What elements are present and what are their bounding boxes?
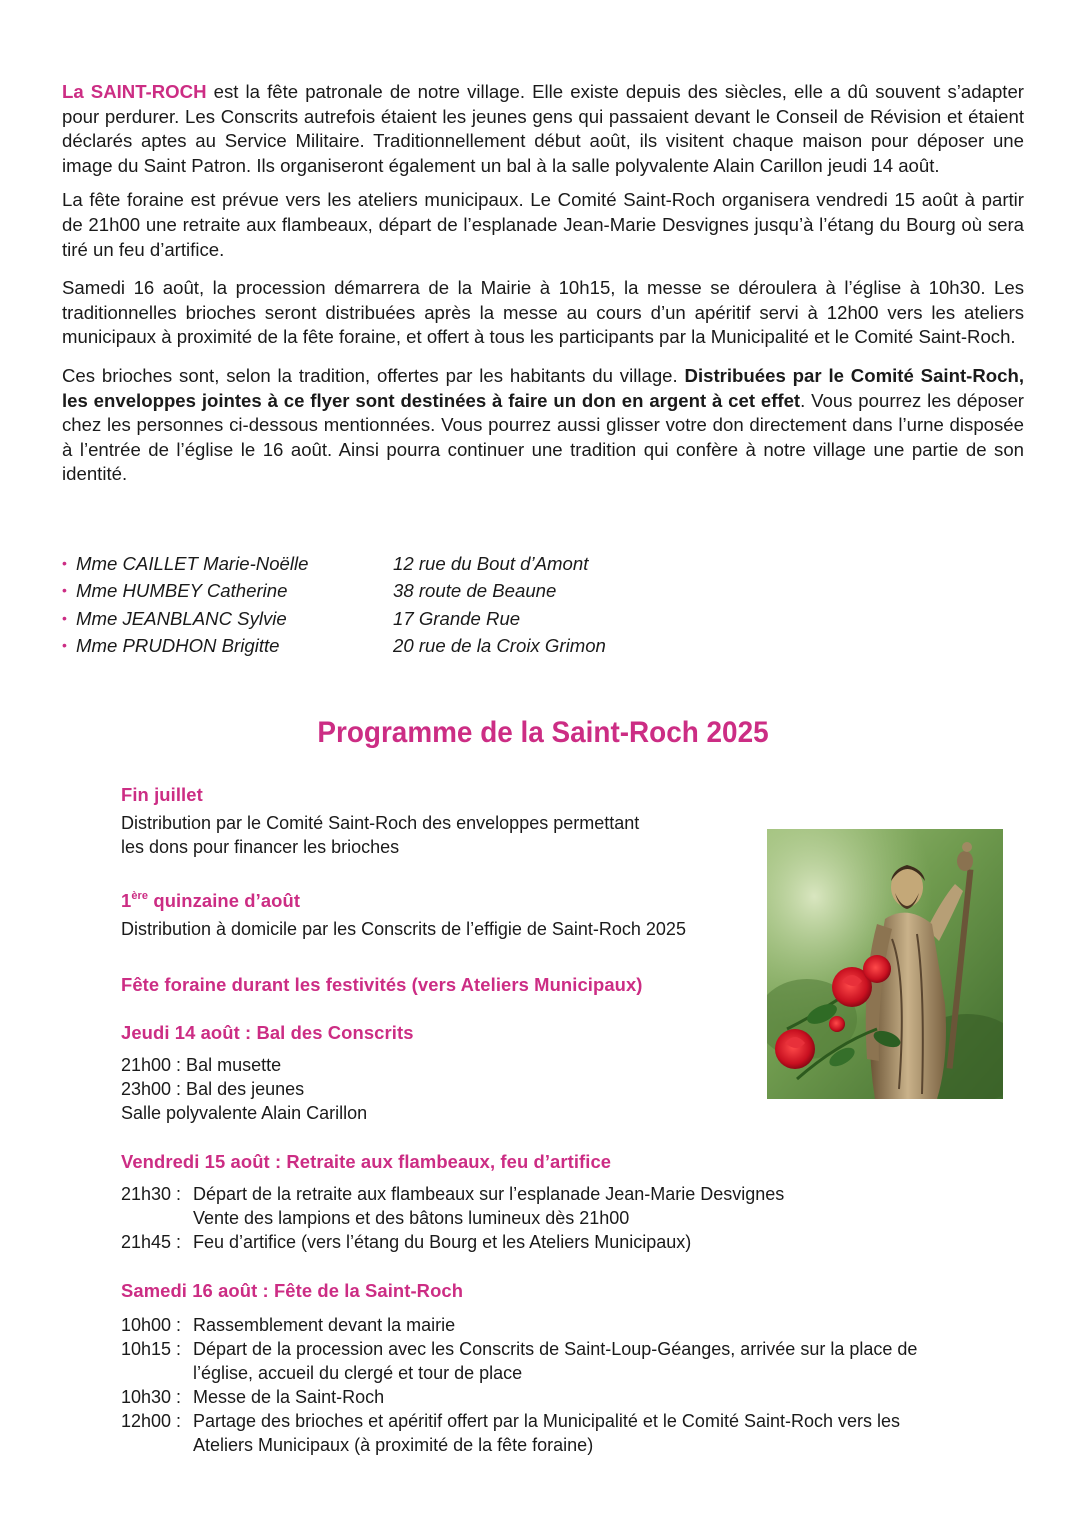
schedule-row xyxy=(121,1409,917,1433)
schedule-text: Ateliers Municipaux (à proximité de la fête foraine) xyxy=(193,1435,594,1455)
intro-paragraph-1 xyxy=(62,80,1024,178)
schedule-text: Feu d’artifice (vers l’étang du Bourg et les Ateliers Municipaux) xyxy=(193,1232,692,1252)
heading-superscript: ère xyxy=(131,890,149,902)
saint-roch-label: La SAINT-ROCH xyxy=(62,81,207,102)
section-line: 23h00 : Bal des jeunes xyxy=(121,1079,305,1099)
schedule-row xyxy=(121,1313,917,1337)
section-line: Salle polyvalente Alain Carillon xyxy=(121,1103,368,1123)
contact-item xyxy=(62,605,762,632)
contact-list xyxy=(62,550,762,660)
schedule-time: 10h00 : xyxy=(121,1315,182,1335)
section-jeudi xyxy=(121,1021,414,1125)
contact-name: Mme CAILLET Marie-Noëlle xyxy=(76,553,309,574)
schedule-row xyxy=(121,1385,917,1409)
intro-paragraph-4 xyxy=(62,364,1024,487)
contact-name: Mme PRUDHON Brigitte xyxy=(76,635,280,657)
section-line: Distribution à domicile par les Conscrits de l’effigie de Saint-Roch 2025 xyxy=(121,919,686,939)
bullet-icon: • xyxy=(62,637,67,654)
schedule-text: Départ de la procession avec les Conscrits de Saint-Loup-Géanges, arrivée sur la place de xyxy=(193,1339,918,1359)
contact-name: Mme HUMBEY Catherine xyxy=(76,580,288,602)
intro-paragraph-4-bold: Distribuées par le Comité Saint-Roch, les enveloppes jointes à ce flyer sont destinées à faire un don en argent à cet effet xyxy=(62,364,1024,411)
schedule-time: 10h15 : xyxy=(121,1339,182,1359)
section-heading: Fête foraine durant les festivités (vers Ateliers Municipaux) xyxy=(121,974,643,995)
contact-address: 17 Grande Rue xyxy=(393,607,521,629)
contact-item xyxy=(62,550,762,577)
contact-address: 12 rue du Bout d’Amont xyxy=(393,553,589,574)
intro-paragraph-3: Samedi 16 août, la procession démarrera de la Mairie à 10h15, la messe se déroulera à l’église à 10h30. Les traditionnelles brioches seront distribuées après la messe au cours d’un apéritif servi à 12h00 vers les ateliers municipaux à proximité de la fête foraine, et offert à tous les participants par la Municipalité et le Comité Saint-Roch. xyxy=(62,277,1024,348)
schedule-row xyxy=(121,1433,917,1457)
heading-rest: quinzaine d’août xyxy=(148,890,301,911)
schedule-row xyxy=(121,1337,917,1361)
schedule-text: Partage des brioches et apéritif offert par la Municipalité et le Comité Saint-Roch vers les xyxy=(193,1411,901,1431)
statue-image xyxy=(767,829,1003,1099)
section-fin-juillet xyxy=(121,783,639,859)
section-line: 21h00 : Bal musette xyxy=(121,1055,282,1075)
bullet-icon: • xyxy=(62,582,67,599)
section-foraine xyxy=(121,973,643,1001)
contact-address: 38 route de Beaune xyxy=(393,580,557,602)
bullet-icon: • xyxy=(62,555,67,571)
schedule-text: Vente des lampions et des bâtons lumineux dès 21h00 xyxy=(193,1208,630,1228)
bullet-icon: • xyxy=(62,609,67,626)
schedule-time: 21h45 : xyxy=(121,1232,182,1252)
section-vendredi xyxy=(121,1150,784,1254)
intro-paragraph-4-end: . Vous pourrez les déposer chez les personnes ci-dessous mentionnées. Vous pourrez aussi glisser votre don directement dans l’urne disposée à l’entrée de l’église le 16 août. Ainsi pourra continuer une tradition qui confère à notre village une partie de son identité. xyxy=(62,389,1024,485)
schedule-row xyxy=(121,1206,784,1230)
intro-paragraph-1-text: est la fête patronale de notre village. Elle existe depuis des siècles, elle a dû souvent s’adapter pour perdurer. Les Conscrits autrefois étaient les jeunes gens qui passaient devant le Conseil de Révision et étaient déclarés aptes au Service Militaire. Traditionnellement début août, ils visitent chaque maison pour déposer une image du Saint Patron. Ils organiseront également un bal à la salle polyvalente Alain Carillon jeudi 14 août. xyxy=(62,81,1024,176)
heading-number: 1 xyxy=(121,890,132,911)
section-heading: Samedi 16 août : Fête de la Saint-Roch xyxy=(121,1280,464,1301)
intro-paragraph-4-start: Ces brioches sont, selon la tradition, offertes par les habitants du village. xyxy=(62,364,685,386)
section-heading: Fin juillet xyxy=(121,784,203,805)
contact-item xyxy=(62,632,762,659)
contact-item xyxy=(62,577,762,604)
schedule-time: 21h30 : xyxy=(121,1184,182,1204)
schedule-time: 12h00 : xyxy=(121,1411,182,1431)
section-heading: Vendredi 15 août : Retraite aux flambeaux, feu d’artifice xyxy=(121,1151,612,1172)
intro-paragraph-2: La fête foraine est prévue vers les ateliers municipaux. Le Comité Saint-Roch organisera vendredi 15 août à partir de 21h00 une retraite aux flambeaux, départ de l’esplanade Jean-Marie Desvignes jusqu’à l’étang du Bourg où sera tiré un feu d’artifice. xyxy=(62,189,1024,260)
schedule-text: Messe de la Saint-Roch xyxy=(193,1387,385,1407)
intro-text xyxy=(62,80,1024,497)
schedule-row xyxy=(121,1361,917,1385)
schedule-text: l’église, accueil du clergé et tour de place xyxy=(193,1363,523,1383)
schedule-text: Rassemblement devant la mairie xyxy=(193,1315,456,1335)
section-samedi xyxy=(121,1279,917,1457)
contact-name: Mme JEANBLANC Sylvie xyxy=(76,607,287,629)
saint-roch-statue-photo xyxy=(767,829,1003,1099)
schedule-text: Départ de la retraite aux flambeaux sur l’esplanade Jean-Marie Desvignes xyxy=(193,1184,785,1204)
section-heading xyxy=(121,889,686,913)
section-line: Distribution par le Comité Saint-Roch des enveloppes permettant xyxy=(121,813,640,833)
programme-title: Programme de la Saint-Roch 2025 xyxy=(317,716,769,749)
contact-address: 20 rue de la Croix Grimon xyxy=(393,635,606,657)
section-quinzaine xyxy=(121,889,686,941)
schedule-time: 10h30 : xyxy=(121,1387,182,1407)
section-heading: Jeudi 14 août : Bal des Conscrits xyxy=(121,1022,414,1043)
schedule-row xyxy=(121,1230,784,1254)
section-line: les dons pour financer les brioches xyxy=(121,837,400,857)
schedule-row xyxy=(121,1182,784,1206)
